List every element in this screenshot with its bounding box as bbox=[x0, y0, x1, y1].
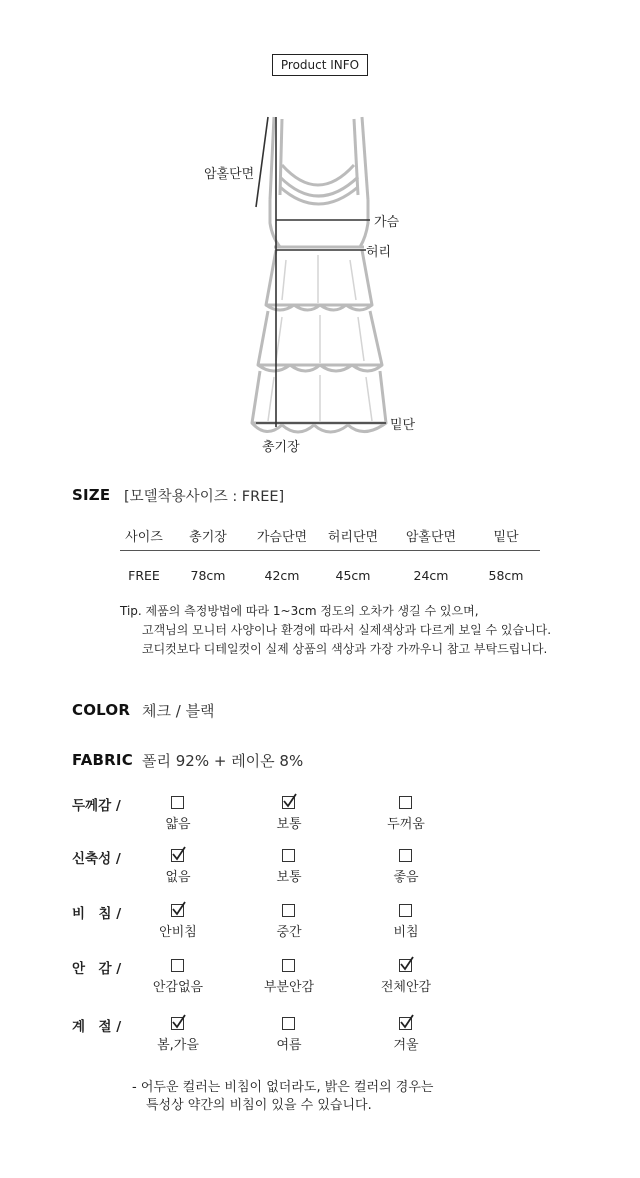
feature-option-label: 없음 bbox=[165, 870, 191, 885]
checkbox-checked-icon[interactable] bbox=[170, 846, 188, 864]
cell-chest: 42cm bbox=[264, 567, 300, 583]
feature-option-label: 여름 bbox=[276, 1038, 302, 1053]
col-hem: 밑단 bbox=[472, 520, 540, 551]
note-line-1: - 어두운 컬러는 비침이 없더라도, 밝은 컬러의 경우는 bbox=[132, 1080, 434, 1095]
size-table-header bbox=[120, 520, 540, 551]
feature-option-label: 겨울 bbox=[393, 1038, 419, 1053]
cell-length: 78cm bbox=[190, 567, 226, 583]
label-chest: 가슴 bbox=[374, 215, 400, 230]
feature-option-label: 보통 bbox=[276, 817, 302, 832]
size-table bbox=[120, 520, 540, 593]
tip-line-2: 고객님의 모니터 사양이나 환경에 따라서 실제색상과 다르게 보일 수 있습니다. bbox=[142, 623, 552, 637]
fabric-heading: FABRIC bbox=[72, 751, 133, 769]
col-armhole: 암홀단면 bbox=[390, 520, 472, 551]
dress-diagram bbox=[190, 105, 430, 455]
feature-option-label: 얇음 bbox=[165, 817, 191, 832]
cell-hem: 58cm bbox=[488, 567, 524, 583]
cell-armhole: 24cm bbox=[413, 567, 449, 583]
feature-option-label: 봄,가을 bbox=[157, 1038, 199, 1053]
feature-option-label: 비침 bbox=[393, 925, 419, 940]
checkbox-icon[interactable] bbox=[281, 901, 299, 919]
color-heading: COLOR bbox=[72, 701, 131, 719]
cell-waist: 45cm bbox=[335, 567, 371, 583]
feature-option-label: 전체안감 bbox=[380, 980, 432, 995]
checkbox-icon[interactable] bbox=[170, 793, 188, 811]
label-hem: 밑단 bbox=[390, 418, 416, 433]
checkbox-icon[interactable] bbox=[281, 1014, 299, 1032]
checkbox-icon[interactable] bbox=[398, 793, 416, 811]
table-row bbox=[120, 551, 540, 594]
feature-label: 두께감 / bbox=[72, 798, 121, 814]
checkbox-checked-icon[interactable] bbox=[398, 956, 416, 974]
size-subtitle: [모델착용사이즈 : FREE] bbox=[124, 489, 285, 505]
feature-option-label: 좋음 bbox=[393, 870, 419, 885]
feature-option-label: 안비침 bbox=[159, 925, 197, 940]
tip-line-1: Tip. 제품의 측정방법에 따라 1~3cm 정도의 오차가 생길 수 있으며, bbox=[120, 604, 479, 618]
checkbox-icon[interactable] bbox=[281, 956, 299, 974]
checkbox-checked-icon[interactable] bbox=[398, 1014, 416, 1032]
feature-option-label: 부분안감 bbox=[263, 980, 315, 995]
feature-option-label: 안감없음 bbox=[152, 980, 204, 995]
cell-size: FREE bbox=[128, 567, 160, 583]
col-chest: 가슴단면 bbox=[248, 520, 316, 551]
col-length: 총기장 bbox=[168, 520, 248, 551]
checkbox-icon[interactable] bbox=[170, 956, 188, 974]
fabric-value: 폴리 92% + 레이온 8% bbox=[142, 752, 304, 770]
label-armhole: 암홀단면 bbox=[204, 167, 255, 182]
checkbox-checked-icon[interactable] bbox=[281, 793, 299, 811]
label-waist: 허리 bbox=[366, 245, 392, 260]
product-info-badge: Product INFO bbox=[272, 54, 368, 76]
feature-label: 신축성 / bbox=[72, 851, 121, 867]
feature-option-label: 중간 bbox=[276, 925, 302, 940]
col-waist: 허리단면 bbox=[316, 520, 390, 551]
checkbox-checked-icon[interactable] bbox=[170, 901, 188, 919]
checkbox-checked-icon[interactable] bbox=[170, 1014, 188, 1032]
color-value: 체크 / 블랙 bbox=[142, 702, 215, 720]
feature-label: 계 절 / bbox=[72, 1019, 122, 1035]
feature-label: 비 침 / bbox=[72, 906, 122, 922]
label-length: 총기장 bbox=[262, 440, 300, 455]
checkbox-icon[interactable] bbox=[398, 846, 416, 864]
checkbox-icon[interactable] bbox=[281, 846, 299, 864]
tip-line-3: 코디컷보다 디테일컷이 실제 상품의 색상과 가장 가까우니 참고 부탁드립니다. bbox=[142, 642, 548, 656]
feature-label: 안 감 / bbox=[72, 961, 122, 977]
col-size: 사이즈 bbox=[120, 520, 168, 551]
feature-option-label: 보통 bbox=[276, 870, 302, 885]
size-heading: SIZE bbox=[72, 486, 111, 504]
feature-option-label: 두꺼움 bbox=[387, 817, 425, 832]
checkbox-icon[interactable] bbox=[398, 901, 416, 919]
note-line-2: 특성상 약간의 비침이 있을 수 있습니다. bbox=[146, 1098, 372, 1113]
